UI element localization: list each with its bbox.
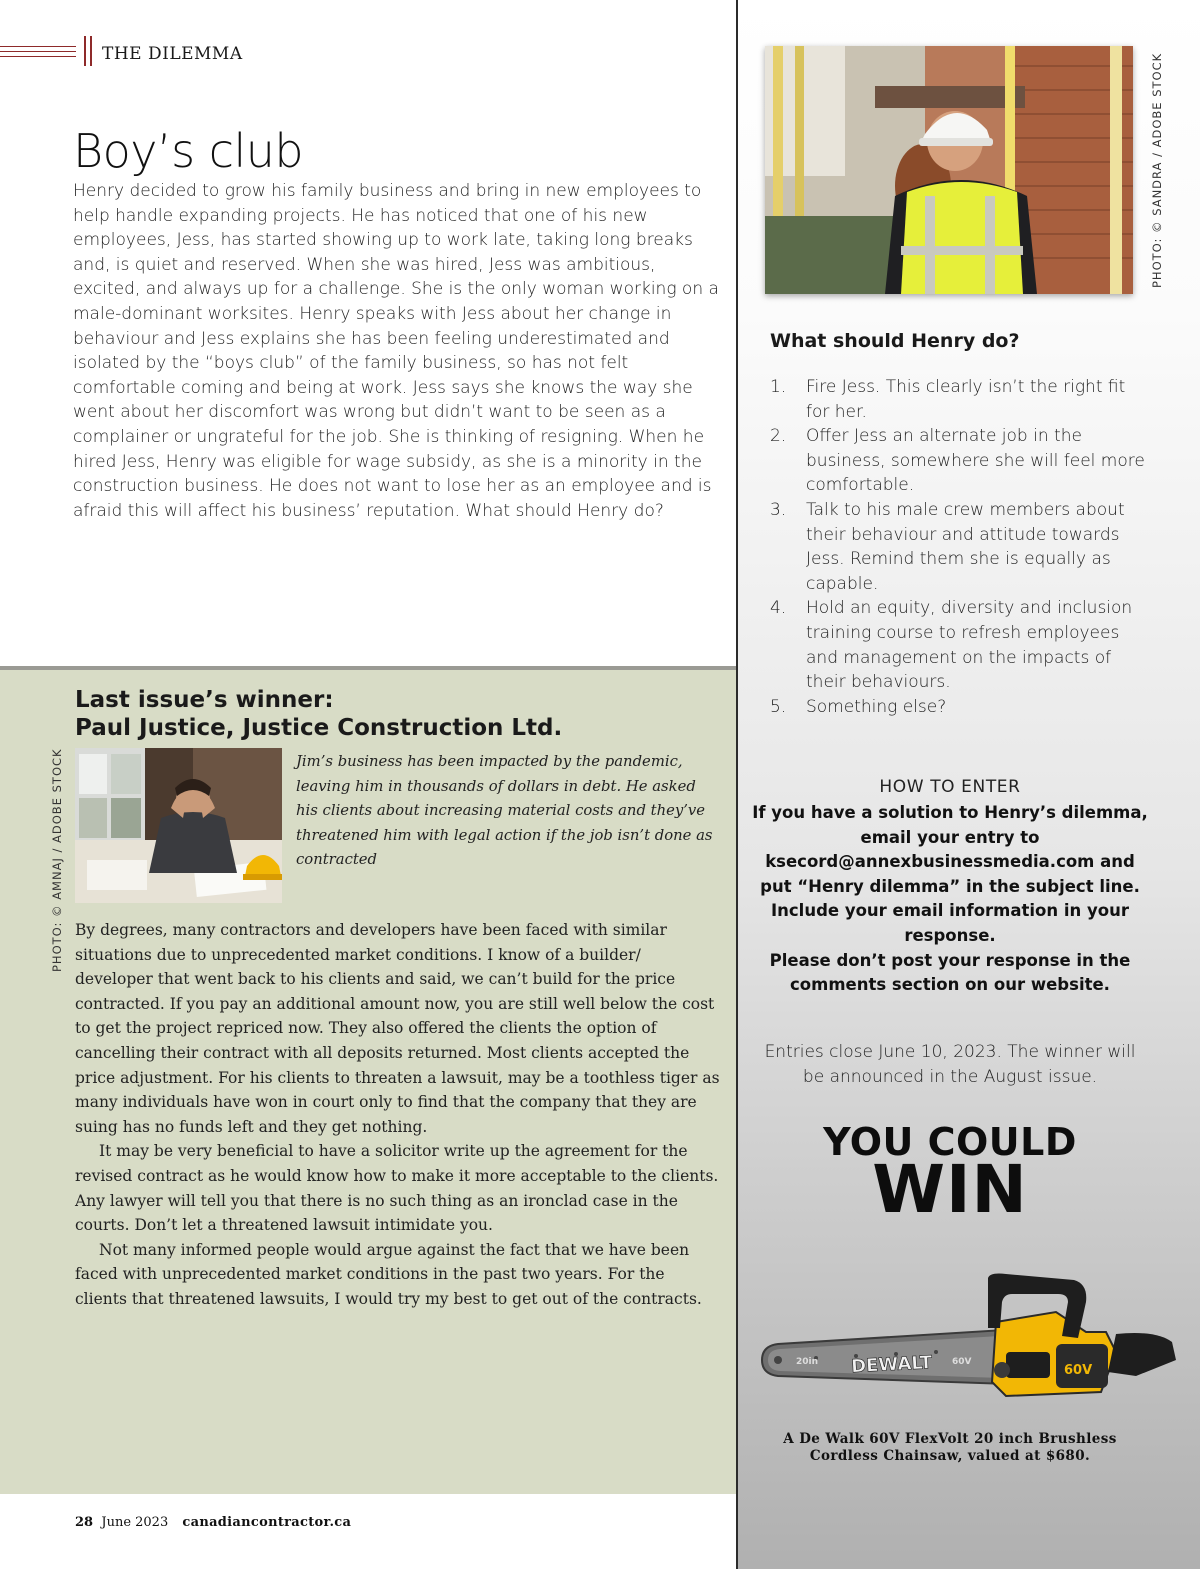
option-number: 1. (770, 377, 787, 397)
sidebar-photo-credit: PHOTO: © SANDRA / ADOBE STOCK (1150, 52, 1164, 288)
section-label: THE DILEMMA (102, 44, 243, 64)
poll-question: What should Henry do? (770, 330, 1020, 352)
answer-option (770, 424, 1150, 498)
answer-option (770, 695, 1150, 720)
winner-heading (75, 686, 562, 742)
page-footer (75, 1515, 351, 1530)
how-to-enter-label: HOW TO ENTER (879, 777, 1021, 797)
entries-close-note: Entries close June 10, 2023. The winner will be announced in the August issue. (764, 1042, 1136, 1087)
header-bar-right (90, 36, 92, 66)
stressed-worker-photo (75, 748, 282, 903)
win-heading: WIN (872, 1151, 1028, 1228)
winner-paragraph: By degrees, many contractors and developers have been faced with similar situations due to unprecedented market conditions. I know of a builder/ developer that went back to his clients and said, we can’t build for the price contracted. If you pay an additional amount now, you are still well below the cost to get the project repriced now. They also offered the clients the option of cancelling their contract with all deposits returned. Most clients accepted the price adjustment. For his clients to threaten a lawsuit, may be a toothless tiger as many individuals have won in court only to find that the company that they are suing has no funds left and they get nothing. (75, 921, 720, 1136)
option-text: Fire Jess. This clearly isn’t the right fit for her. (806, 377, 1126, 422)
saw-bar-size: 20in (796, 1357, 819, 1367)
option-text: Something else? (806, 696, 947, 717)
article-intro: Henry decided to grow his family business and bring in new employees to help handle expanding projects. He has noticed that one of his new employees, Jess, has started showing up to work late, taking long breaks and, is quiet and reserved. When she was hired, Jess was ambitious, excited, and always up for a challenge. She is the only woman working on a male-dominant worksites. Henry speaks with Jess about her change in behaviour and Jess explains she has been feeling underestimated and isolated by the “boys club” of the family business, so has not felt comfortable coming and being at work. Jess says she knows the way she went about her discomfort was wrong but didn’t want to be seen as a complainer or ungrateful for the job. She is thinking of resigning. When he hired Jess, Henry was eligible for wage subsidy, as she is a minority in the construction business. He does not want to lose her as an employee and is afraid this will affect his business’ reputation. What should Henry do? (73, 181, 719, 521)
winner-heading-line1: Last issue’s winner: (75, 687, 334, 713)
winner-photo-credit: PHOTO: © AMNAJ / ADOBE STOCK (50, 748, 64, 972)
option-number: 2. (770, 426, 787, 447)
you-could-heading: YOU COULD (823, 1120, 1077, 1164)
saw-brand-mark: DEWALT (850, 1352, 933, 1378)
answer-options (770, 375, 1150, 719)
saw-battery-label: 60V (1064, 1363, 1093, 1378)
prize-description: A De Walk 60V FlexVolt 20 inch Brushless Cordless Chainsaw, valued at $680. (783, 1431, 1117, 1464)
answer-option (770, 498, 1150, 596)
winner-paragraph: It may be very beneficial to have a solicitor write up the agreement for the revised contract as he would know how to make it more acceptable to the clients. Any lawyer will tell you that there is no such thing as an ironclad case in the courts. Don’t let a threatened lawsuit intimidate you. (75, 1142, 719, 1235)
winner-response (75, 918, 720, 1312)
answer-option (770, 596, 1150, 694)
option-number: 3. (770, 499, 787, 520)
column-divider (736, 0, 738, 1569)
option-text: Talk to his male crew members about their behaviour and attitude towards Jess. Remind them she is equally as capable. (806, 499, 1125, 594)
page-number: 28 (75, 1515, 94, 1530)
answer-option (770, 375, 1150, 424)
entry-instructions: If you have a solution to Henry’s dilemma, email your entry to ksecord@annexbusinessmedia.com and put “Henry dilemma” in the subject line. Include your email information in your response. (752, 803, 1148, 945)
entry-warning: Please don’t post your response in the comments section on our website. (769, 950, 1131, 995)
construction-worker-photo (765, 46, 1133, 294)
article-title: Boy’s club (73, 124, 304, 178)
how-to-enter-instructions (752, 801, 1148, 998)
option-number: 5. (770, 696, 787, 717)
option-text: Offer Jess an alternate job in the business, somewhere she will feel more comfortable. (806, 426, 1145, 496)
option-number: 4. (770, 598, 787, 619)
issue-date: June 2023 (101, 1515, 169, 1530)
header-rule-lines (0, 46, 76, 64)
option-text: Hold an equity, diversity and inclusion training course to refresh employees and management on the impacts of their behaviours. (806, 598, 1133, 693)
website-link[interactable]: canadiancontractor.ca (182, 1515, 352, 1530)
header-bar-left (84, 36, 86, 66)
saw-bar-voltage: 60V (952, 1357, 972, 1367)
winner-paragraph: Not many informed people would argue against the fact that we have been faced with unprecedented market conditions in the past two years. For the clients that threatened lawsuits, I would try my best to get out of the contracts. (75, 1240, 702, 1308)
winner-heading-line2: Paul Justice, Justice Construction Ltd. (75, 715, 563, 741)
last-issue-recap: Jim’s business has been impacted by the pandemic, leaving him in thousands of dollars in debt. He asked his clients about increasing material costs and they’ve threatened him with legal action if the job isn’t done as contracted (296, 753, 713, 868)
chainsaw-prize-image (756, 1272, 1180, 1422)
